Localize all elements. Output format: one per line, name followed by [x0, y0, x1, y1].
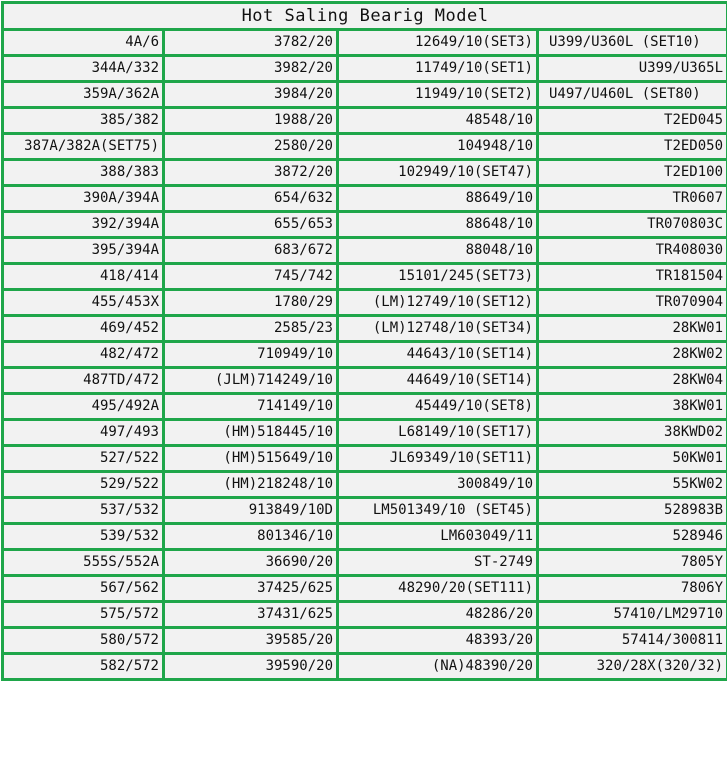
table-row — [3, 56, 727, 82]
model-cell: 1988/20 — [164, 108, 338, 134]
model-cell: 1780/29 — [164, 290, 338, 316]
model-cell: TR070803C — [538, 212, 727, 238]
table-title: Hot Saling Bearig Model — [3, 3, 727, 30]
model-cell: 359A/362A — [3, 82, 164, 108]
model-cell: 15101/245(SET73) — [338, 264, 538, 290]
table-row — [3, 134, 727, 160]
model-cell: (LM)12748/10(SET34) — [338, 316, 538, 342]
title-row — [3, 3, 727, 30]
model-cell: 388/383 — [3, 160, 164, 186]
model-cell: TR070904 — [538, 290, 727, 316]
model-cell: 48393/20 — [338, 628, 538, 654]
model-cell: 469/452 — [3, 316, 164, 342]
model-cell: 528983B — [538, 498, 727, 524]
table-row — [3, 550, 727, 576]
model-cell: 104948/10 — [338, 134, 538, 160]
model-cell: 487TD/472 — [3, 368, 164, 394]
table-row — [3, 394, 727, 420]
model-cell: 580/572 — [3, 628, 164, 654]
model-cell: (LM)12749/10(SET12) — [338, 290, 538, 316]
model-cell: 710949/10 — [164, 342, 338, 368]
model-cell: T2ED100 — [538, 160, 727, 186]
model-cell: 655/653 — [164, 212, 338, 238]
model-cell: 55KW02 — [538, 472, 727, 498]
table-row — [3, 30, 727, 56]
model-cell: 7806Y — [538, 576, 727, 602]
model-cell: 567/562 — [3, 576, 164, 602]
model-cell: 39590/20 — [164, 654, 338, 680]
model-cell: 495/492A — [3, 394, 164, 420]
model-cell: 385/382 — [3, 108, 164, 134]
model-cell: 38KWD02 — [538, 420, 727, 446]
model-cell: LM603049/11 — [338, 524, 538, 550]
model-cell: TR181504 — [538, 264, 727, 290]
model-cell: 88649/10 — [338, 186, 538, 212]
table-row — [3, 160, 727, 186]
model-cell: 44649/10(SET14) — [338, 368, 538, 394]
model-cell: (NA)48390/20 — [338, 654, 538, 680]
model-cell: 3984/20 — [164, 82, 338, 108]
model-cell: (HM)218248/10 — [164, 472, 338, 498]
model-cell: 801346/10 — [164, 524, 338, 550]
table-row — [3, 82, 727, 108]
model-cell: (HM)515649/10 — [164, 446, 338, 472]
table-row — [3, 342, 727, 368]
model-cell: 2580/20 — [164, 134, 338, 160]
model-cell: 3982/20 — [164, 56, 338, 82]
model-cell: LM501349/10 (SET45) — [338, 498, 538, 524]
model-cell: 48290/20(SET111) — [338, 576, 538, 602]
model-cell: 11949/10(SET2) — [338, 82, 538, 108]
model-cell: 418/414 — [3, 264, 164, 290]
table-row — [3, 316, 727, 342]
model-cell: 36690/20 — [164, 550, 338, 576]
model-cell: 3782/20 — [164, 30, 338, 56]
model-cell: 455/453X — [3, 290, 164, 316]
model-cell: T2ED050 — [538, 134, 727, 160]
table-row — [3, 108, 727, 134]
model-cell: 45449/10(SET8) — [338, 394, 538, 420]
model-cell: 528946 — [538, 524, 727, 550]
bearing-model-sheet — [1, 1, 726, 681]
model-cell: 38KW01 — [538, 394, 727, 420]
model-cell: 57414/300811 — [538, 628, 727, 654]
model-cell: 529/522 — [3, 472, 164, 498]
model-cell: 88648/10 — [338, 212, 538, 238]
table-body — [3, 30, 727, 680]
model-cell: 654/632 — [164, 186, 338, 212]
model-cell: 44643/10(SET14) — [338, 342, 538, 368]
table-row — [3, 654, 727, 680]
model-cell: 57410/LM29710 — [538, 602, 727, 628]
table-row — [3, 576, 727, 602]
model-cell: 3872/20 — [164, 160, 338, 186]
table-row — [3, 472, 727, 498]
model-cell: T2ED045 — [538, 108, 727, 134]
table-row — [3, 212, 727, 238]
table-row — [3, 446, 727, 472]
model-cell: 482/472 — [3, 342, 164, 368]
model-cell: (JLM)714249/10 — [164, 368, 338, 394]
model-cell: 4A/6 — [3, 30, 164, 56]
model-cell: 102949/10(SET47) — [338, 160, 538, 186]
model-cell: 39585/20 — [164, 628, 338, 654]
model-cell: 392/394A — [3, 212, 164, 238]
model-cell: 683/672 — [164, 238, 338, 264]
model-cell: 88048/10 — [338, 238, 538, 264]
model-cell: 575/572 — [3, 602, 164, 628]
model-cell: 913849/10D — [164, 498, 338, 524]
model-cell: (HM)518445/10 — [164, 420, 338, 446]
model-cell: 537/532 — [3, 498, 164, 524]
model-cell: ST-2749 — [338, 550, 538, 576]
model-cell: 12649/10(SET3) — [338, 30, 538, 56]
model-cell: 2585/23 — [164, 316, 338, 342]
table-row — [3, 420, 727, 446]
model-cell: 527/522 — [3, 446, 164, 472]
table-row — [3, 602, 727, 628]
model-cell: U497/U460L (SET80) — [538, 82, 727, 108]
model-cell: 714149/10 — [164, 394, 338, 420]
model-cell: 497/493 — [3, 420, 164, 446]
model-cell: 11749/10(SET1) — [338, 56, 538, 82]
model-cell: JL69349/10(SET11) — [338, 446, 538, 472]
model-cell: 387A/382A(SET75) — [3, 134, 164, 160]
model-cell: 539/532 — [3, 524, 164, 550]
model-cell: 344A/332 — [3, 56, 164, 82]
model-cell: 300849/10 — [338, 472, 538, 498]
table-row — [3, 238, 727, 264]
model-cell: 37431/625 — [164, 602, 338, 628]
model-cell: 390A/394A — [3, 186, 164, 212]
table-row — [3, 264, 727, 290]
table-row — [3, 498, 727, 524]
model-cell: 555S/552A — [3, 550, 164, 576]
model-cell: 395/394A — [3, 238, 164, 264]
model-cell: 28KW01 — [538, 316, 727, 342]
model-cell: 28KW04 — [538, 368, 727, 394]
model-cell: 745/742 — [164, 264, 338, 290]
model-cell: 48286/20 — [338, 602, 538, 628]
model-cell: TR0607 — [538, 186, 727, 212]
model-cell: 582/572 — [3, 654, 164, 680]
model-cell: 7805Y — [538, 550, 727, 576]
model-cell: U399/U360L (SET10) — [538, 30, 727, 56]
model-cell: TR408030 — [538, 238, 727, 264]
table-row — [3, 524, 727, 550]
model-cell: 48548/10 — [338, 108, 538, 134]
bearing-model-table — [1, 1, 727, 681]
table-row — [3, 628, 727, 654]
model-cell: L68149/10(SET17) — [338, 420, 538, 446]
model-cell: 320/28X(320/32) — [538, 654, 727, 680]
model-cell: U399/U365L — [538, 56, 727, 82]
model-cell: 28KW02 — [538, 342, 727, 368]
table-row — [3, 186, 727, 212]
table-row — [3, 368, 727, 394]
table-row — [3, 290, 727, 316]
model-cell: 50KW01 — [538, 446, 727, 472]
model-cell: 37425/625 — [164, 576, 338, 602]
